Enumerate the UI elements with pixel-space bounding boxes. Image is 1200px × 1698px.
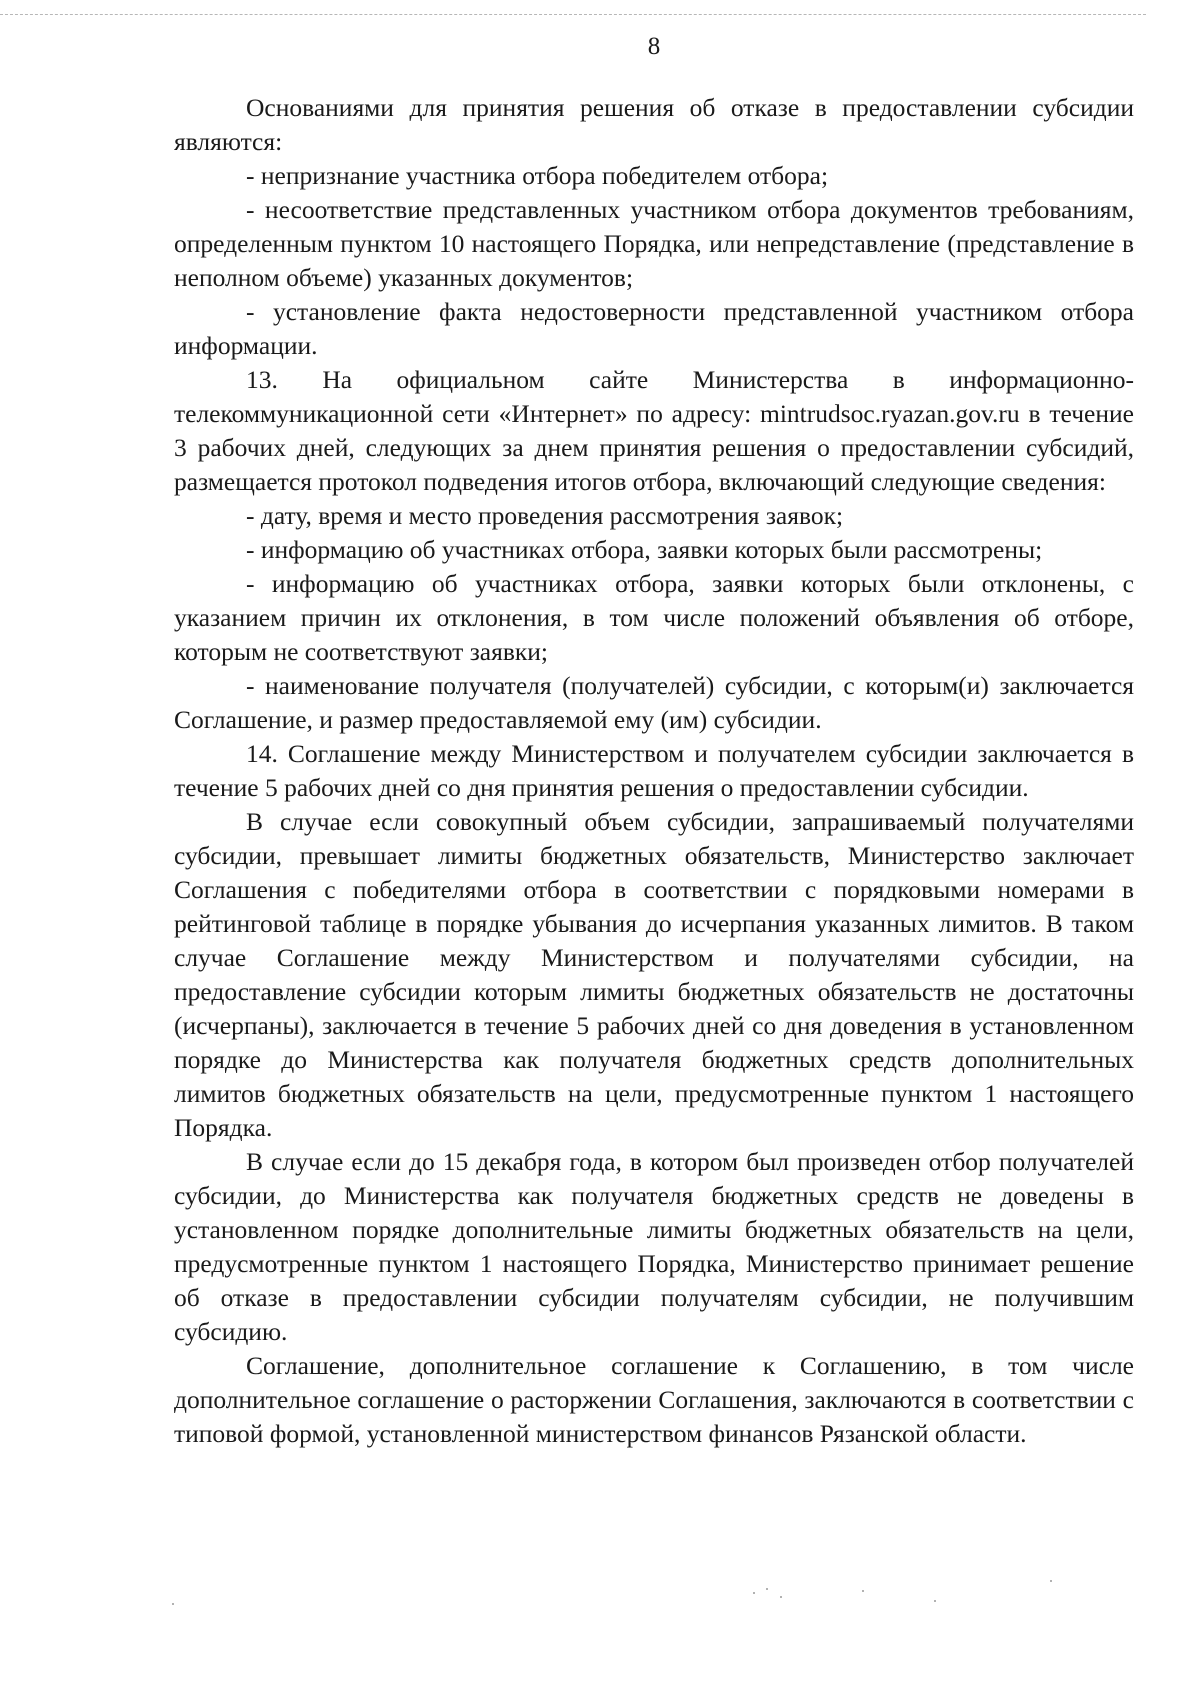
paragraph: 13. На официальном сайте Министерства в информационно-телекоммуникационной сети «Интернет» по адресу: mintrudsoc.ryazan.gov.ru в течение 3 рабочих дней, следующих за днем принятия решения о предоставлении субсидий, размещается протокол подведения итогов отбора, включающий следующие сведения: — [174, 365, 1134, 496]
paragraph: Основаниями для принятия решения об отказе в предоставлении субсидии являются: — [174, 93, 1134, 156]
list-item: - дату, время и место проведения рассмотрения заявок; — [246, 501, 844, 530]
list-item: - наименование получателя (получателей) субсидии, с которым(и) заключается Соглашение, и размер предоставляемой ему (им) субсидии. — [174, 671, 1134, 734]
list-item: - непризнание участника отбора победителем отбора; — [246, 161, 829, 190]
scan-speck — [862, 1590, 864, 1592]
list-item: - информацию об участниках отбора, заявки которых были рассмотрены; — [246, 535, 1043, 564]
list-item: - установление факта недостоверности представленной участником отбора информации. — [174, 297, 1134, 360]
paragraph: Соглашение, дополнительное соглашение к Соглашению, в том числе дополнительное соглашение о расторжении Соглашения, заключаются в соответствии с типовой формой, установленной министерством финансов Рязанской области. — [174, 1351, 1134, 1448]
document-body — [174, 91, 1134, 1451]
scan-top-edge — [0, 14, 1146, 15]
scan-speck — [1050, 1580, 1052, 1582]
list-item: - несоответствие представленных участником отбора документов требованиям, определенным пунктом 10 настоящего Порядка, или непредставление (представление в неполном объеме) указанных документов; — [174, 195, 1134, 292]
paragraph: 14. Соглашение между Министерством и получателем субсидии заключается в течение 5 рабочих дней со дня принятия решения о предоставлении субсидии. — [174, 739, 1134, 802]
scan-speck — [172, 1603, 174, 1605]
list-item: - информацию об участниках отбора, заявки которых были отклонены, с указанием причин их отклонения, в том числе положений объявления об отборе, которым не соответствуют заявки; — [174, 569, 1134, 666]
scan-speck — [780, 1596, 782, 1598]
scan-speck — [934, 1600, 936, 1602]
paragraph: В случае если до 15 декабря года, в котором был произведен отбор получателей субсидии, до Министерства как получателя бюджетных средств не доведены в установленном порядке дополнительные лимиты бюджетных обязательств на цели, предусмотренные пунктом 1 настоящего Порядка, Министерство принимает решение об отказе в предоставлении субсидии получателям субсидии, не получившим субсидию. — [174, 1147, 1134, 1346]
scan-speck — [766, 1588, 768, 1590]
scan-speck — [753, 1592, 755, 1594]
paragraph: В случае если совокупный объем субсидии, запрашиваемый получателями субсидии, превышает лимиты бюджетных обязательств, Министерство заключает Соглашения с победителями отбора в соответствии с порядковыми номерами в рейтинговой таблице в порядке убывания до исчерпания указанных лимитов. В таком случае Соглашение между Министерством и получателями субсидии, на предоставление субсидии которым лимиты бюджетных обязательств не достаточны (исчерпаны), заключается в течение 5 рабочих дней со дня доведения в установленном порядке до Министерства как получателя бюджетных средств дополнительных лимитов бюджетных обязательств на цели, предусмотренные пунктом 1 настоящего Порядка. — [174, 807, 1134, 1142]
page-number: 8 — [647, 33, 661, 60]
